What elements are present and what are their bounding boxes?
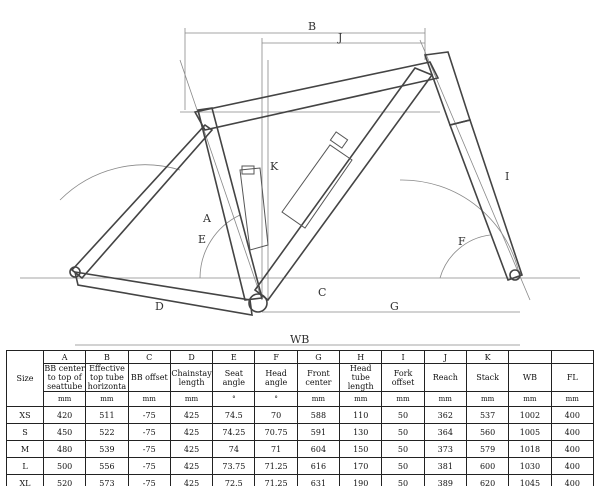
value-cell: 420 [44,407,86,424]
value-cell: 1005 [509,424,551,441]
column-unit: mm [509,392,551,407]
bottle-cap-down [330,132,347,148]
column-name: BB offset [128,364,170,392]
column-name: Effective top tube horizonta [87,364,127,391]
bottom-bracket [249,294,267,312]
column-letter: J [424,351,466,364]
column-unit: mm [128,392,170,407]
value-cell: 71.25 [255,475,297,486]
table-row [7,441,594,458]
value-cell: 190 [340,475,382,486]
top-tube [195,62,438,130]
value-cell: 425 [170,458,212,475]
label-k: K [270,160,279,173]
value-cell: 130 [340,424,382,441]
value-cell: 631 [297,475,339,486]
bottle-seat-tube [240,168,268,250]
value-cell: 425 [170,407,212,424]
value-cell: 70.75 [255,424,297,441]
bottle-down-tube [282,145,352,228]
value-cell: 1045 [509,475,551,486]
value-cell: 425 [170,441,212,458]
down-tube [255,68,432,300]
value-cell: 50 [382,407,424,424]
column-letter [509,351,551,364]
column-unit: mm [297,392,339,407]
size-cell: XL [7,475,44,486]
table-row [7,407,594,424]
value-cell: 604 [297,441,339,458]
column-unit: ° [255,392,297,407]
column-letter: A [44,351,86,364]
value-cell: 72.5 [213,475,255,486]
label-a: A [203,212,211,225]
value-cell: 110 [340,407,382,424]
front-dropout [510,270,520,280]
arc-wheel-left [60,165,180,200]
value-cell: 1030 [509,458,551,475]
value-cell: 71 [255,441,297,458]
value-cell: 364 [424,424,466,441]
header-units-row [7,392,594,407]
column-letter: B [86,351,128,364]
column-name: Reach [424,364,466,392]
value-cell: 539 [86,441,128,458]
value-cell: 450 [44,424,86,441]
header-letters-row [7,351,594,364]
value-cell: 620 [466,475,508,486]
value-cell: -75 [128,441,170,458]
size-header: Size [7,351,44,407]
head-tube [425,52,470,125]
value-cell: 425 [170,424,212,441]
label-f: F [458,235,466,248]
value-cell: 591 [297,424,339,441]
value-cell: 170 [340,458,382,475]
value-cell: 50 [382,458,424,475]
column-letter [551,351,593,364]
label-j: J [338,31,343,44]
column-name: Head angle [255,364,297,392]
value-cell: 71.25 [255,458,297,475]
table-row [7,475,594,486]
value-cell: 70 [255,407,297,424]
column-unit: mm [44,392,86,407]
column-unit: mm [551,392,593,407]
column-unit: mm [466,392,508,407]
value-cell: -75 [128,424,170,441]
column-unit: mm [170,392,212,407]
label-i: I [505,170,510,183]
column-unit: mm [424,392,466,407]
column-unit: ° [213,392,255,407]
value-cell: 74 [213,441,255,458]
value-cell: 50 [382,475,424,486]
column-name: Fork offset [382,364,424,392]
label-c: C [318,286,327,299]
column-name: WB [509,364,551,392]
label-e: E [198,233,207,246]
size-cell: XS [7,407,44,424]
value-cell: 600 [466,458,508,475]
value-cell: 1018 [509,441,551,458]
value-cell: 381 [424,458,466,475]
column-letter: D [170,351,212,364]
value-cell: 74.5 [213,407,255,424]
size-cell: L [7,458,44,475]
value-cell: 50 [382,424,424,441]
value-cell: 389 [424,475,466,486]
value-cell: 560 [466,424,508,441]
value-cell: -75 [128,458,170,475]
column-letter: G [297,351,339,364]
table-row [7,458,594,475]
value-cell: 616 [297,458,339,475]
column-unit: mm [86,392,128,407]
value-cell: 520 [44,475,86,486]
value-cell: 579 [466,441,508,458]
value-cell: 588 [297,407,339,424]
value-cell: 425 [170,475,212,486]
column-letter: I [382,351,424,364]
value-cell: 74.25 [213,424,255,441]
column-letter: C [128,351,170,364]
value-cell: -75 [128,475,170,486]
value-cell: 537 [466,407,508,424]
value-cell: 400 [551,458,593,475]
column-name: FL [551,364,593,392]
value-cell: 73.75 [213,458,255,475]
seat-stay [72,125,212,278]
value-cell: 400 [551,424,593,441]
value-cell: -75 [128,407,170,424]
value-cell: 362 [424,407,466,424]
column-name: BB center to top of seattube [44,364,85,391]
value-cell: 556 [86,458,128,475]
value-cell: 1002 [509,407,551,424]
column-name: Seat angle [213,364,255,392]
size-cell: M [7,441,44,458]
column-name: Front center [297,364,339,392]
value-cell: 500 [44,458,86,475]
column-letter: E [213,351,255,364]
column-letter: K [466,351,508,364]
seat-axis [180,60,262,300]
label-d: D [155,300,164,313]
value-cell: 373 [424,441,466,458]
size-cell: S [7,424,44,441]
value-cell: 150 [340,441,382,458]
value-cell: 50 [382,441,424,458]
column-unit: mm [340,392,382,407]
label-b: B [308,20,317,33]
value-cell: 400 [551,407,593,424]
column-unit: mm [382,392,424,407]
table-row [7,424,594,441]
value-cell: 522 [86,424,128,441]
value-cell: 511 [86,407,128,424]
value-cell: 480 [44,441,86,458]
column-name: Stack [466,364,508,392]
column-name: Head tube length [340,364,382,392]
value-cell: 573 [86,475,128,486]
label-g: G [390,300,399,313]
geometry-table [6,350,594,486]
column-letter: F [255,351,297,364]
column-name: Chainstay length [170,364,212,392]
column-letter: H [340,351,382,364]
value-cell: 400 [551,475,593,486]
header-names-row [7,364,594,392]
value-cell: 400 [551,441,593,458]
label-wb: WB [290,333,310,346]
